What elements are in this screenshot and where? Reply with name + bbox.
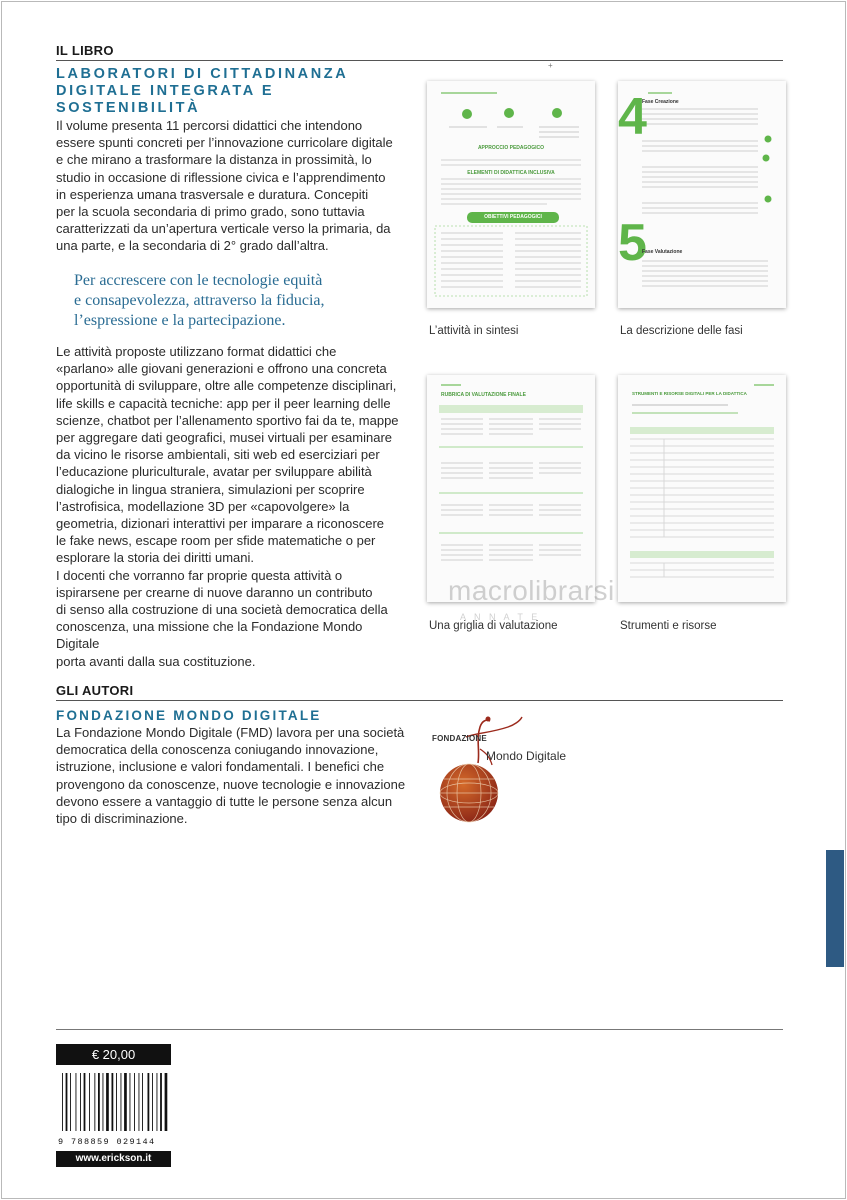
intro-line: essere spunti concreti per l’innovazione curricolare digitale xyxy=(56,135,393,151)
body-line: porta avanti dalla sua costituzione. xyxy=(56,653,256,669)
phase-title: Fase Creazione xyxy=(642,99,679,105)
preview-tools-resources xyxy=(618,375,786,602)
authors-line: provengono da conoscenze, nuove tecnologie e innovazione xyxy=(56,776,406,792)
barcode-bar xyxy=(84,1073,86,1131)
preview-caption: Strumenti e risorse xyxy=(620,620,717,632)
section-title-book: IL LIBRO xyxy=(56,43,114,58)
section-title-authors: GLI AUTORI xyxy=(56,683,134,698)
preview-box-label: OBIETTIVI PEDAGOGICI xyxy=(484,214,542,220)
barcode-bar xyxy=(103,1073,104,1131)
body-line: life skills e capacità tecniche: app per il peer learning delle xyxy=(56,395,391,411)
barcode-bar xyxy=(106,1073,109,1131)
publisher-website: www.erickson.it xyxy=(56,1151,171,1167)
body-line: per aggregare dati geografici, musei virtuali per esaminare xyxy=(56,430,393,446)
barcode-bar xyxy=(148,1073,150,1131)
body-line: di senso alla costruzione di una società democratica della xyxy=(56,602,388,618)
body-line: geometria, dizionari interattivi per imparare a riconoscere xyxy=(56,516,385,532)
body-line: l’educazione pluriculturale, avatar per sviluppare abilità xyxy=(56,464,372,480)
logo-line-1: FONDAZIONE xyxy=(432,734,487,743)
preview-caption: L’attività in sintesi xyxy=(429,325,519,337)
book-intro xyxy=(56,117,401,255)
barcode-bar xyxy=(121,1073,122,1131)
barcode-bar xyxy=(66,1073,68,1131)
barcode-bar xyxy=(80,1073,81,1131)
globe-figure-icon xyxy=(436,713,596,833)
barcode-bar xyxy=(116,1073,117,1131)
pull-quote xyxy=(74,271,394,331)
intro-line: una parte, e la secondaria di 2° grado dall’altra. xyxy=(56,238,329,254)
body-line: da vicino le risorse ambientali, siti web ed eserciziari per xyxy=(56,447,380,463)
barcode-bar xyxy=(98,1073,100,1131)
section-rule-authors xyxy=(56,700,783,701)
fondazione-logo xyxy=(432,713,596,833)
preview-caption: Una griglia di valutazione xyxy=(429,620,558,632)
body-line: ispirarsene per crearne di nuove daranno un contributo xyxy=(56,584,373,600)
barcode-bar xyxy=(76,1073,77,1131)
intro-line: in esperienza umana trasversale e duratura. Concepiti xyxy=(56,186,369,202)
barcode-bar xyxy=(94,1073,95,1131)
book-heading-line: DIGITALE INTEGRATA E xyxy=(56,83,275,99)
logo-line-2: Mondo Digitale xyxy=(486,749,567,763)
barcode-bar xyxy=(70,1073,71,1131)
intro-line: Il volume presenta 11 percorsi didattici che intendono xyxy=(56,118,363,133)
barcode-bars xyxy=(56,1069,171,1135)
intro-line: e che mirano a trasformare la distanza in prossimità, lo xyxy=(56,152,372,168)
preview-phase-description xyxy=(618,81,786,308)
barcode-bar xyxy=(112,1073,114,1131)
body-line: l’astrofisica, modellazione 3D per «capovolgere» la xyxy=(56,498,350,514)
body-line: esplorare la storia dei diritti umani. xyxy=(56,550,254,566)
body-line: I docenti che vorranno far proprie questa attività o xyxy=(56,567,343,583)
authors-body xyxy=(56,724,406,827)
body-line: conoscenza, una missione che la Fondazione Mondo Digitale xyxy=(56,619,363,652)
preview-caption: La descrizione delle fasi xyxy=(620,325,743,337)
watermark: macrolibrarsi xyxy=(448,575,615,606)
bottom-rule xyxy=(56,1029,783,1030)
barcode-bar xyxy=(89,1073,90,1131)
authors-heading: FONDAZIONE MONDO DIGITALE xyxy=(56,708,322,723)
quote-line: e consapevolezza, attraverso la fiducia, xyxy=(74,292,325,309)
preview-title: STRUMENTI E RISORSE DIGITALI PER LA DIDATTICA xyxy=(632,391,747,396)
barcode-bar xyxy=(130,1073,131,1131)
barcode-bar xyxy=(160,1073,162,1131)
book-heading xyxy=(56,66,348,117)
barcode-bar xyxy=(124,1073,127,1131)
preview-section-label: APPROCCIO PEDAGOGICO xyxy=(477,145,545,151)
phase-number-4: 4 xyxy=(618,88,647,146)
quote-line: l’espressione e la partecipazione. xyxy=(74,312,286,329)
authors-line: devono essere a vantaggio di tutte le persone senza alcun xyxy=(56,793,393,809)
body-line: scienze, chatbot per l’allenamento sportivo fai da te, mappe xyxy=(56,412,399,428)
phase-title: Fase Valutazione xyxy=(642,249,683,255)
barcode-bar xyxy=(157,1073,158,1131)
rule-mark: + xyxy=(548,61,553,70)
authors-line: La Fondazione Mondo Digitale (FMD) lavora per una società xyxy=(56,725,405,740)
watermark-subtext: A N N A T E xyxy=(460,612,541,622)
price-label: € 20,00 xyxy=(56,1044,171,1065)
preview-evaluation-grid xyxy=(427,375,595,602)
book-heading-line: SOSTENIBILITÀ xyxy=(56,100,201,116)
preview-title: RUBRICA DI VALUTAZIONE FINALE xyxy=(441,392,526,398)
preview-subsection-label: ELEMENTI DI DIDATTICA INCLUSIVA xyxy=(467,170,555,176)
authors-line: tipo di discriminazione. xyxy=(56,811,188,827)
barcode-bar xyxy=(142,1073,143,1131)
section-rule-book xyxy=(56,60,783,61)
barcode-bar xyxy=(62,1073,63,1131)
side-tab xyxy=(826,850,844,967)
body-line: dialogiche in lingua straniera, simulazioni per scoprire xyxy=(56,481,365,497)
body-line: le fake news, escape room per sfide matematiche o per xyxy=(56,533,376,549)
barcode-bar xyxy=(134,1073,135,1131)
isbn-number: 9 788859 029144 xyxy=(58,1137,156,1147)
book-body xyxy=(56,343,401,670)
quote-line: Per accrescere con le tecnologie equità xyxy=(74,272,323,289)
book-heading-line: LABORATORI DI CITTADINANZA xyxy=(56,66,349,82)
phase-number-5: 5 xyxy=(618,214,647,272)
body-line: «parlano» alle giovani generazioni e offrono una concreta xyxy=(56,361,387,377)
barcode-bar xyxy=(139,1073,140,1131)
authors-line: istruzione, inclusione e valori fondamentali. I benefici che xyxy=(56,759,385,775)
intro-line: caratterizzati da un’apertura verticale verso la primaria, da xyxy=(56,221,391,237)
intro-line: per la scuola secondaria di primo grado, sono tuttavia xyxy=(56,204,365,220)
body-line: Le attività proposte utilizzano format didattici che xyxy=(56,344,337,359)
barcode-bar xyxy=(165,1073,168,1131)
body-line: opportunità di sviluppare, oltre alle competenze disciplinari, xyxy=(56,378,397,394)
barcode-bar xyxy=(152,1073,153,1131)
authors-line: democratica della conoscenza coniugando innovazione, xyxy=(56,742,379,758)
intro-line: studio in occasione di riflessione civica e l’apprendimento xyxy=(56,169,386,185)
preview-activity-summary xyxy=(427,81,595,308)
